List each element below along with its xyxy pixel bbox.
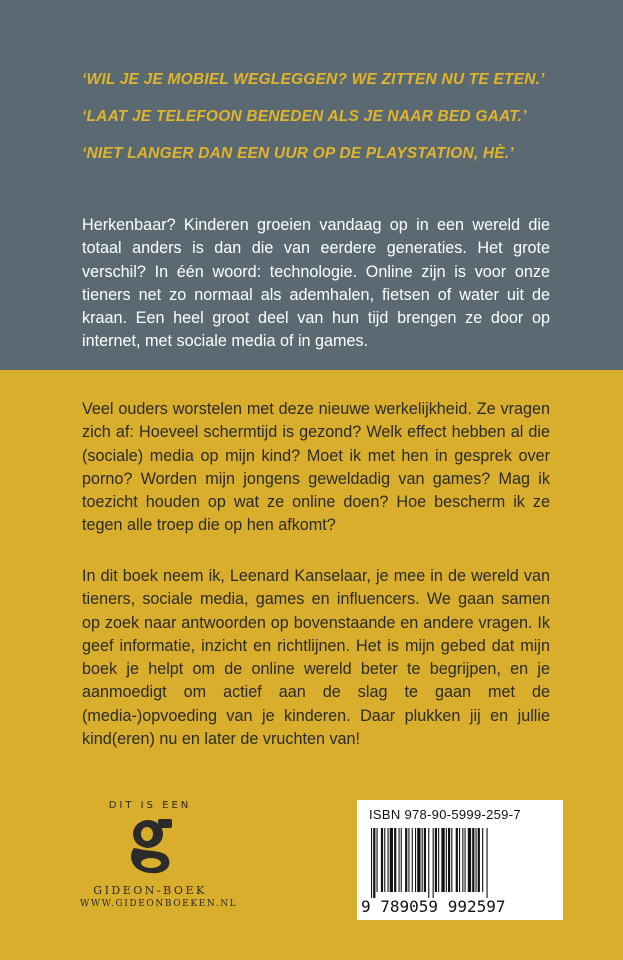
barcode-bar bbox=[405, 828, 407, 892]
barcode-bar bbox=[438, 828, 439, 892]
barcode-bar bbox=[412, 828, 413, 892]
body-paragraph: In dit boek neem ik, Leenard Kanselaar, je mee in de wereld van tieners, sociale media, games en influencers. We gaan samen op zoek naar antwoorden op bovenstaande en andere vragen. Ik geef informatie, inzicht en richtlijnen. Het is mijn gebed dat mijn boek je helpt om de online wereld beter te begrijpen, en je aanmoedigt om actief aan de slag te gaan met de (media-)opvoeding van je kinderen. Daar plukken jij en jullie kind(eren) nu en later de vruchten van! bbox=[82, 567, 550, 749]
barcode-bar bbox=[422, 828, 423, 892]
barcode-bar bbox=[472, 828, 474, 892]
isbn-label: ISBN 978-90-5999-259-7 bbox=[369, 807, 521, 822]
barcode-bar bbox=[394, 828, 396, 892]
barcode-bar bbox=[428, 828, 429, 898]
barcode-bar bbox=[417, 828, 420, 892]
intro-paragraph: Herkenbaar? Kinderen groeien vandaag op in een wereld die totaal anders is dan die van eerdere generaties. Het grote verschil? In één woord: technologie. Online zijn is voor onze tieners net zo normaal als ademhalen, fietsen of water uit de kraan. Een heel groot deel van hun tijd brengen ze door op internet, met sociale media of in games. bbox=[82, 216, 550, 351]
barcode-bar bbox=[390, 828, 393, 892]
publisher-url: WWW.GIDEONBOEKEN.NL bbox=[80, 899, 238, 909]
barcode-digits: 9 789059 992597 bbox=[361, 897, 506, 916]
barcode-bar bbox=[459, 828, 460, 892]
publisher-name: GIDEON-BOEK bbox=[93, 884, 207, 897]
barcode-bar bbox=[476, 828, 477, 892]
barcode-bar bbox=[381, 828, 383, 892]
isbn-barcode bbox=[357, 800, 563, 920]
barcode-bar bbox=[468, 828, 471, 892]
publisher-block bbox=[80, 800, 238, 909]
publisher-tagline: DIT IS EEN bbox=[108, 800, 192, 811]
barcode-bar bbox=[462, 828, 463, 892]
barcode-bar bbox=[384, 828, 385, 892]
barcode-bar bbox=[399, 828, 400, 892]
barcode-bar bbox=[446, 828, 447, 892]
barcode-bar bbox=[424, 828, 426, 892]
barcode-bar bbox=[448, 828, 450, 892]
barcode-bar bbox=[478, 828, 480, 892]
barcode-bar bbox=[465, 828, 466, 892]
barcode-bar bbox=[487, 828, 488, 898]
barcode-bar bbox=[408, 828, 409, 892]
barcode-bar bbox=[435, 828, 437, 892]
body-paragraph: Veel ouders worstelen met deze nieuwe werkelijkheid. Ze vragen zich af: Hoeveel schermtijd is gezond? Welk effect hebben al die (sociale) media op mijn kind? Moet ik met hen in gesprek over porno? Worden mijn jongens geweldadig van games? Mag ik toezicht houden op wat ze online doen? Hoe bescherm ik ze tegen alle troep die op hen afkomt? bbox=[82, 400, 550, 535]
quote-list bbox=[82, 70, 552, 181]
quote: ‘NIET LANGER DAN EEN UUR OP DE PLAYSTATION, HÈ.’ bbox=[82, 145, 514, 162]
barcode-bar bbox=[441, 828, 444, 892]
barcode-bars bbox=[371, 828, 551, 898]
barcode-bar bbox=[415, 828, 416, 892]
barcode-bar bbox=[377, 828, 378, 892]
barcode-bar bbox=[433, 828, 434, 898]
barcode-bar bbox=[371, 828, 372, 898]
barcode-bar bbox=[456, 828, 458, 892]
quote: ‘LAAT JE TELEFOON BENEDEN ALS JE NAAR BED GAAT.’ bbox=[82, 108, 527, 125]
barcode-bar bbox=[401, 828, 402, 892]
top-panel bbox=[0, 0, 623, 370]
barcode-bar bbox=[388, 828, 389, 892]
barcode-bar bbox=[373, 828, 375, 898]
barcode-bar bbox=[451, 828, 452, 892]
barcode-bar bbox=[482, 828, 483, 892]
quote: ‘WIL JE JE MOBIEL WEGLEGGEN? WE ZITTEN NU TE ETEN.’ bbox=[82, 71, 545, 88]
gideon-logo-icon bbox=[120, 815, 180, 877]
